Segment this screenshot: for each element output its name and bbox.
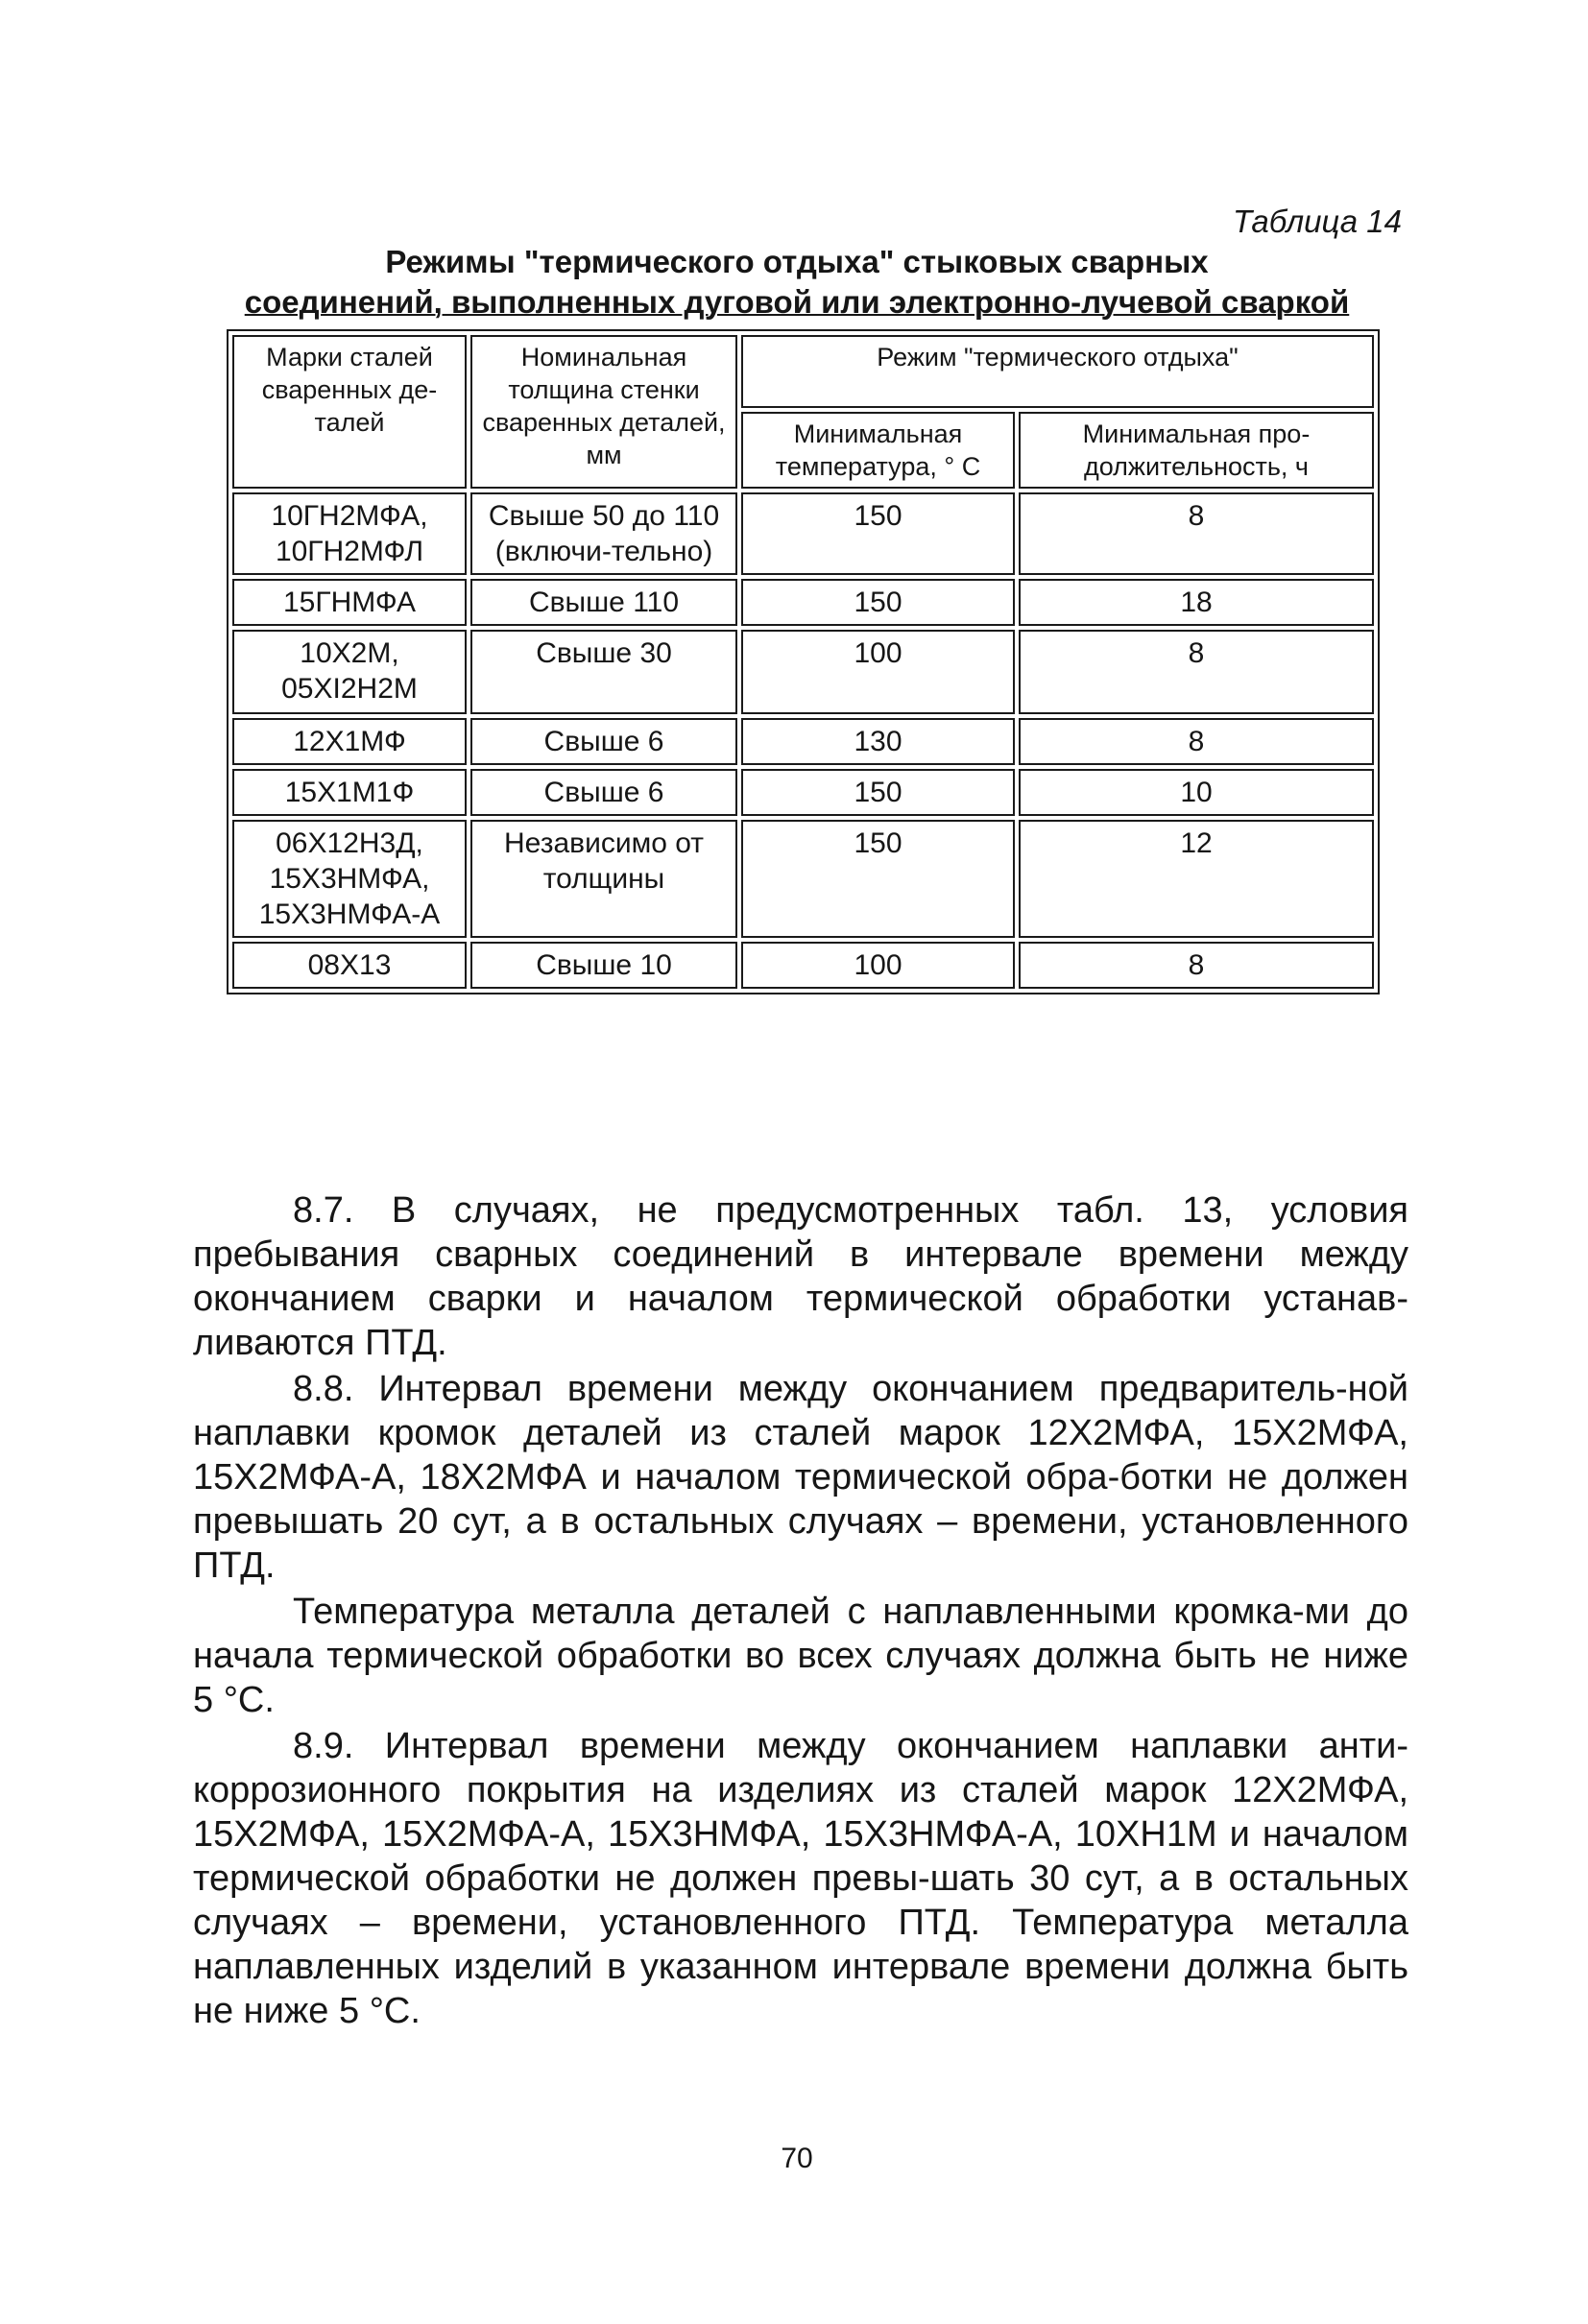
- cell-duration: 8: [1019, 718, 1374, 765]
- header-thickness: Номинальная толщина стенки сваренных деталей, мм: [470, 335, 737, 489]
- table-row: [232, 942, 1374, 989]
- cell-grade: 15Х1М1Ф: [232, 769, 467, 816]
- cell-temp: 150: [741, 492, 1015, 575]
- table-row: [232, 492, 1374, 575]
- table-label: Таблица 14: [1232, 204, 1402, 239]
- cell-thickness: Свыше 6: [470, 718, 737, 765]
- cell-grade: 15ГНМФА: [232, 579, 467, 626]
- cell-thickness: Свыше 10: [470, 942, 737, 989]
- paragraph-8-8: 8.8. Интервал времени между окончанием предваритель-ной наплавки кромок деталей из сталей марок 12Х2МФА, 15Х2МФА, 15Х2МФА-А, 18Х2МФА и началом термической обра-ботки не должен превышать 20 сут, а в остальных случаях – времени, установленного ПТД.: [193, 1369, 1408, 1586]
- header-steel-grades: Марки сталей сваренных де-талей: [232, 335, 467, 489]
- cell-grade: 06Х12Н3Д, 15Х3НМФА, 15Х3НМФА-А: [232, 820, 467, 938]
- cell-duration: 12: [1019, 820, 1374, 938]
- cell-temp: 150: [741, 579, 1015, 626]
- table-row: [232, 769, 1374, 816]
- cell-duration: 8: [1019, 942, 1374, 989]
- paragraph-8-9: 8.9. Интервал времени между окончанием наплавки анти-коррозионного покрытия на изделиях из сталей марок 12Х2МФА, 15Х2МФА, 15Х2МФА-А, 15Х3НМФА, 15Х3НМФА-А, 10ХН1М и началом термической обработки не должен превы-шать 30 сут, а в остальных случаях – времени, установленного ПТД. Температура металла наплавленных изделий в указанном интервале времени должна быть не ниже 5 °С.: [193, 1726, 1408, 2031]
- header-min-duration: Минимальная про-должительность, ч: [1019, 412, 1374, 489]
- cell-duration: 10: [1019, 769, 1374, 816]
- cell-grade: 08Х13: [232, 942, 467, 989]
- cell-temp: 100: [741, 630, 1015, 714]
- cell-thickness: Свыше 6: [470, 769, 737, 816]
- cell-temp: 130: [741, 718, 1015, 765]
- table-title-line-1: Режимы "термического отдыха" стыковых сварных: [385, 244, 1209, 279]
- header-min-temp: Минимальная температура, ° С: [741, 412, 1015, 489]
- cell-thickness: Свыше 50 до 110 (включи-тельно): [470, 492, 737, 575]
- cell-thickness: Свыше 110: [470, 579, 737, 626]
- table-row: [232, 630, 1374, 714]
- cell-thickness: Независимо от толщины: [470, 820, 737, 938]
- table-title: [173, 242, 1421, 323]
- paragraph-temperature: Температура металла деталей с наплавленными кромка-ми до начала термической обработки во всех случаях должна быть не ниже 5 °С.: [193, 1592, 1408, 1720]
- cell-duration: 8: [1019, 492, 1374, 575]
- table-row: [232, 579, 1374, 626]
- header-mode: Режим "термического отдыха": [741, 335, 1374, 408]
- body-text: [193, 1188, 1408, 2035]
- cell-grade: 10Х2М, 05ХI2Н2М: [232, 630, 467, 714]
- cell-temp: 150: [741, 820, 1015, 938]
- cell-duration: 18: [1019, 579, 1374, 626]
- page-number: 70: [781, 2143, 813, 2174]
- cell-grade: 12Х1МФ: [232, 718, 467, 765]
- cell-duration: 8: [1019, 630, 1374, 714]
- paragraph-8-7: 8.7. В случаях, не предусмотренных табл. 13, условия пребывания сварных соединений в интервале времени между окончанием сварки и началом термической обработки устанав-ливаются ПТД.: [193, 1190, 1408, 1363]
- table-title-line-2: соединений, выполненных дуговой или электронно-лучевой сваркой: [244, 284, 1350, 320]
- cell-grade: 10ГН2МФА, 10ГН2МФЛ: [232, 492, 467, 575]
- cell-thickness: Свыше 30: [470, 630, 737, 714]
- cell-temp: 100: [741, 942, 1015, 989]
- table-row: [232, 718, 1374, 765]
- cell-temp: 150: [741, 769, 1015, 816]
- table-row: [232, 820, 1374, 938]
- table-header-row: [232, 335, 1374, 408]
- regimes-table: [227, 329, 1380, 994]
